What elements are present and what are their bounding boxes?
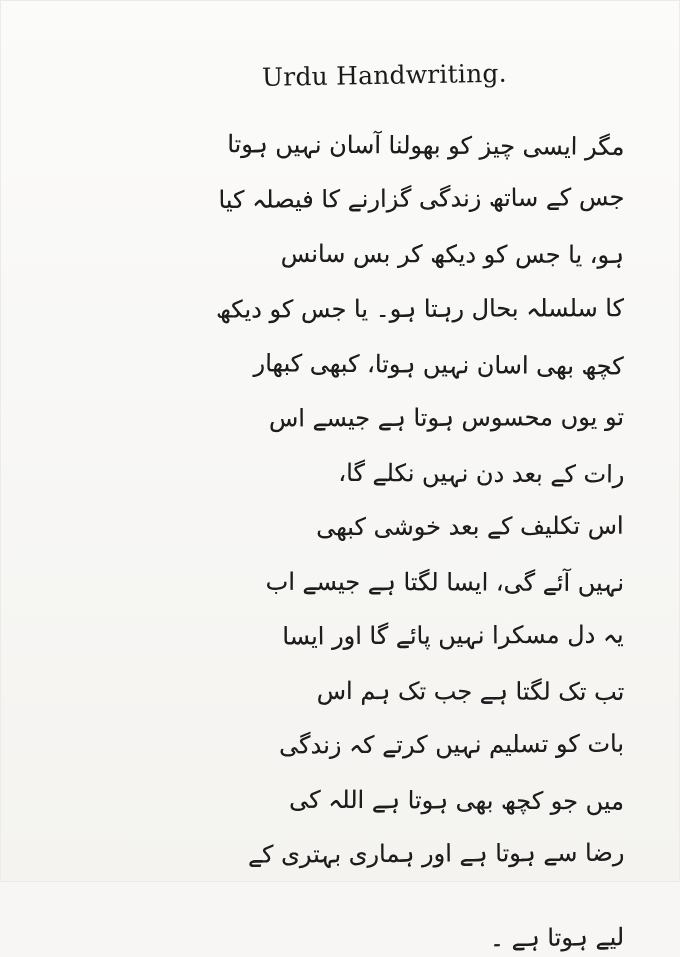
text-line-13: میں جو کچھ بھی ہوتا ہے اللہ کی — [289, 785, 625, 816]
text-line-15: لیے ہوتا ہے ۔ — [489, 923, 625, 953]
text-line-10: یہ دل مسکرا نہیں پائے گا اور ایسا — [282, 620, 625, 651]
text-line-7: رات کے بعد دن نہیں نکلے گا، — [337, 458, 625, 489]
handwritten-text-block — [58, 118, 625, 953]
text-line-1: مگر ایسی چیز کو بھولنا آسان نہیں ہوتا — [226, 130, 625, 161]
text-line-2: جس کے ساتھ زندگی گزارنے کا فیصلہ کیا — [218, 183, 625, 214]
text-line-6: تو یوں محسوس ہوتا ہے جیسے اس — [268, 403, 625, 433]
text-line-8: اس تکلیف کے بعد خوشی کبھی — [316, 511, 625, 542]
page-title: Urdu Handwriting. — [261, 58, 507, 92]
text-line-3: ہو، یا جس کو دیکھ کر بس سانس — [280, 239, 625, 269]
text-line-12: بات کو تسلیم نہیں کرتے کہ زندگی — [279, 729, 625, 760]
text-line-4: کا سلسلہ بحال رہتا ہو۔ یا جس کو دیکھ — [216, 294, 625, 324]
text-line-9: نہیں آئے گی، ایسا لگتا ہے جیسے اب — [265, 567, 625, 597]
text-line-5: کچھ بھی اسان نہیں ہوتا، کبھی کبھار — [253, 349, 625, 381]
text-line-11: تب تک لگتا ہے جب تک ہم اس — [316, 676, 625, 706]
text-line-14: رضا سے ہوتا ہے اور ہماری بہتری کے — [247, 838, 625, 869]
